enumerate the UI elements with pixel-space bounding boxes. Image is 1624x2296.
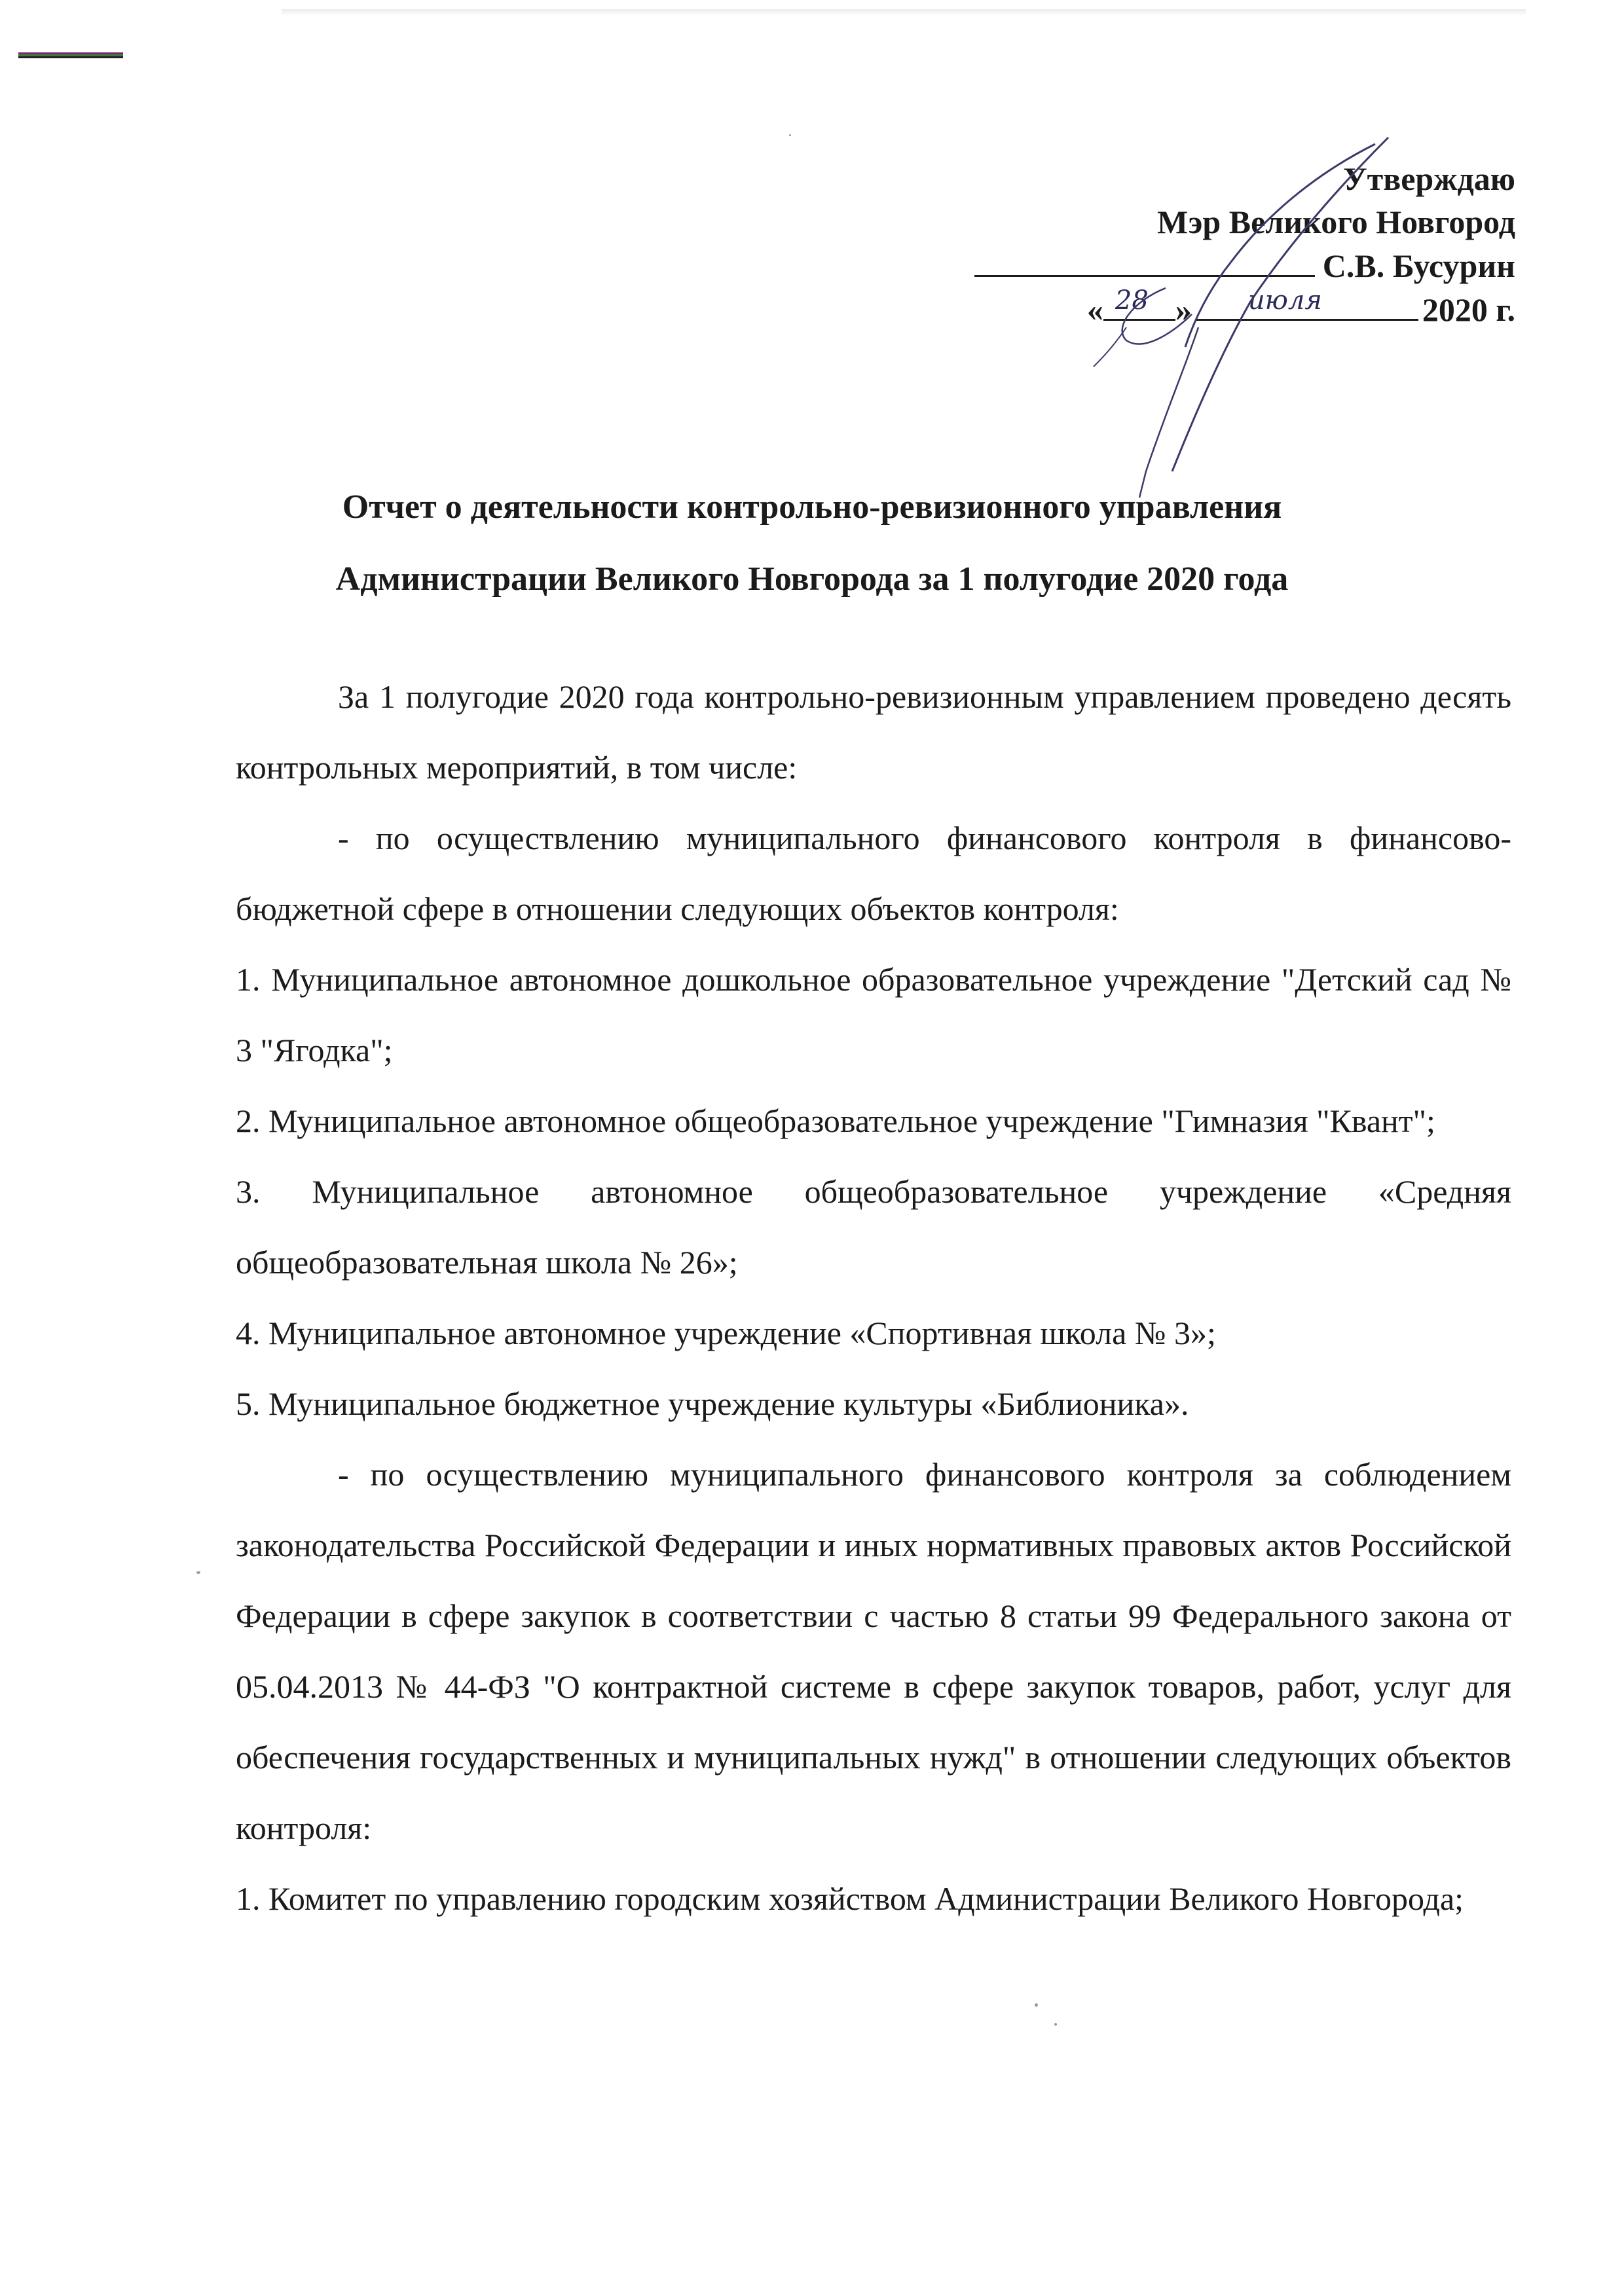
title-line-2: Администрации Великого Новгорода за 1 полугодие 2020 года: [335, 560, 1289, 598]
approval-signer: С.В. Бусурин: [1322, 247, 1515, 284]
report-title: [216, 471, 1408, 615]
section2-heading: - по осуществлению муниципального финансового контроля за соблюдением законодательства Российской Федерации и иных нормативных правовых актов Российской Федерации в сфере закупок в соответствии с частью 8 статьи 99 Федерального закона от 05.04.2013 № 44-ФЗ "О контрактной системе в сфере закупок товаров, работ, услуг для обеспечения государственных и муниципальных нужд" в отношении следующих объектов контроля:: [236, 1456, 1511, 1846]
date-close-quote: »: [1175, 291, 1192, 328]
section1-item-3: 3. Муниципальное автономное общеобразовательное учреждение «Средняя общеобразовательная школа № 26»;: [236, 1173, 1511, 1281]
approval-date-line: [729, 287, 1515, 331]
scan-speck: [1035, 2003, 1038, 2007]
section2-item-1: 1. Комитет по управлению городским хозяйством Администрации Великого Новгорода;: [236, 1880, 1464, 1917]
section1-item-2: 2. Муниципальное автономное общеобразовательное учреждение "Гимназия "Квант";: [236, 1102, 1435, 1139]
corner-color-mark: [18, 52, 123, 59]
approval-heading: Утверждаю: [1342, 160, 1515, 197]
approval-block: [729, 157, 1515, 331]
title-line-1: Отчет о деятельности контрольно-ревизионного управления: [342, 488, 1282, 526]
report-body: [236, 661, 1511, 1934]
date-month-blank: [1196, 287, 1418, 321]
date-day-blank: [1103, 287, 1175, 321]
date-month-handwritten: июля: [1247, 285, 1322, 316]
intro-paragraph: За 1 полугодие 2020 года контрольно-ревизионным управлением проведено десять контрольных мероприятий, в том числе:: [236, 678, 1511, 786]
section1-item-5: 5. Муниципальное бюджетное учреждение культуры «Библионика».: [236, 1385, 1189, 1422]
approval-signer-line: [729, 244, 1515, 287]
date-open-quote: «: [1086, 291, 1103, 328]
scan-speck: [789, 134, 791, 136]
date-day-handwritten: 28: [1115, 285, 1149, 316]
signature-blank: [974, 244, 1315, 277]
approval-position: Мэр Великого Новгород: [1157, 204, 1515, 240]
section1-item-1: 1. Муниципальное автономное дошкольное образовательное учреждение "Детский сад № 3 "Ягодка";: [236, 961, 1511, 1068]
date-year: 2020 г.: [1422, 291, 1515, 328]
scan-speck: [1054, 2023, 1057, 2026]
scan-speck: [196, 1571, 200, 1574]
section1-item-4: 4. Муниципальное автономное учреждение «Спортивная школа № 3»;: [236, 1315, 1216, 1351]
scan-edge-shadow: [282, 9, 1526, 16]
section1-heading: - по осуществлению муниципального финансового контроля в финансово-бюджетной сфере в отношении следующих объектов контроля:: [236, 820, 1511, 927]
